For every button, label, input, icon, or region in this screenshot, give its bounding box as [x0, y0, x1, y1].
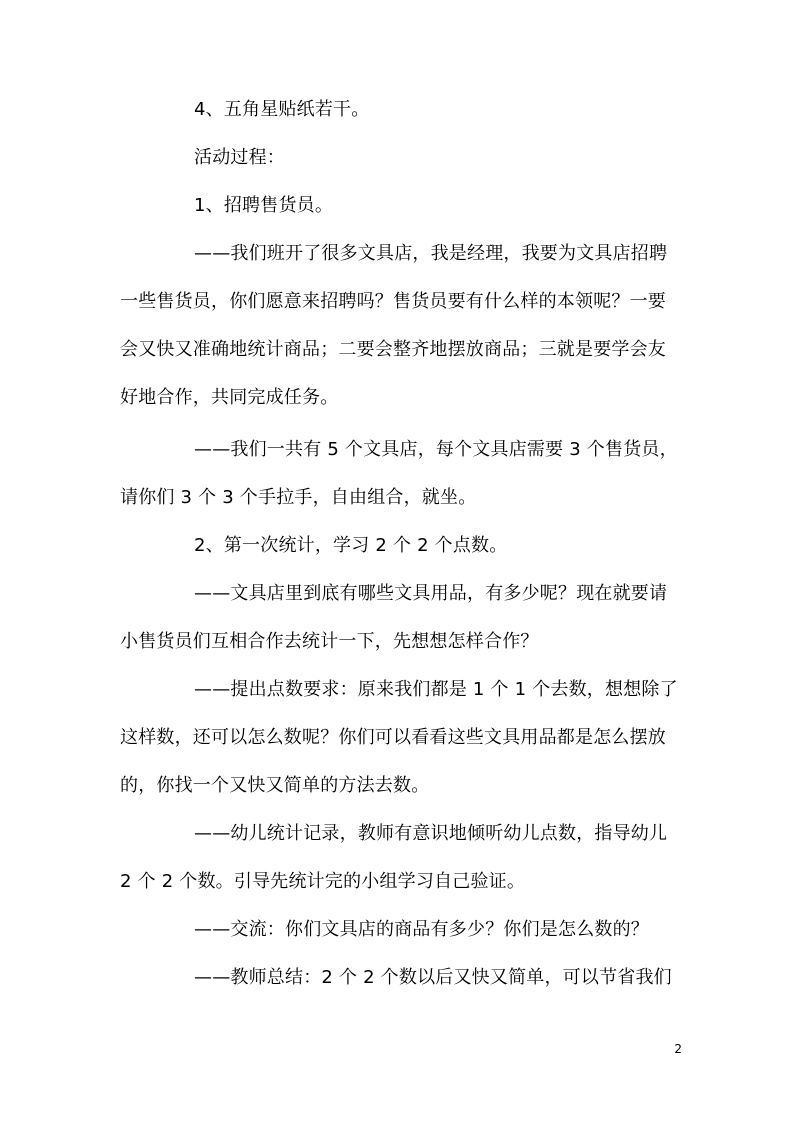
step-heading: 1、招聘售货员。	[194, 195, 334, 216]
section-heading: 活动过程：	[194, 147, 285, 168]
paragraph-line: ——我们班开了很多文具店，我是经理，我要为文具店招聘	[194, 243, 668, 264]
paragraph-line: ——幼儿统计记录，教师有意识地倾听幼儿点数，指导幼儿	[194, 823, 668, 844]
paragraph-line: 会又快又准确地统计商品；二要会整齐地摆放商品；三就是要学会友	[120, 339, 666, 360]
paragraph-line: ——我们一共有 5 个文具店，每个文具店需要 3 个售货员，	[194, 439, 678, 460]
paragraph-line: 一些售货员，你们愿意来招聘吗？售货员要有什么样的本领呢？一要	[120, 291, 666, 312]
paragraph-line: ——文具店里到底有哪些文具用品，有多少呢？现在就要请	[194, 583, 668, 604]
paragraph-line: 这样数，还可以怎么数呢？你们可以看看这些文具用品都是怎么摆放	[120, 727, 666, 748]
paragraph-line: ——提出点数要求：原来我们都是 1 个 1 个去数，想想除了	[194, 679, 678, 700]
paragraph-line: 的，你找一个又快又简单的方法去数。	[120, 775, 430, 796]
paragraph-line: 好地合作，共同完成任务。	[120, 387, 339, 408]
paragraph-line: 2 个 2 个数。引导先统计完的小组学习自己验证。	[120, 871, 526, 892]
paragraph-line: ——教师总结：2 个 2 个数以后又快又简单，可以节省我们	[194, 967, 672, 988]
step-heading: 2、第一次统计，学习 2 个 2 个点数。	[194, 535, 508, 556]
paragraph-line: 4、五角星贴纸若干。	[194, 99, 370, 120]
paragraph-line: 小售货员们互相合作去统计一下，先想想怎样合作？	[120, 631, 539, 652]
paragraph-line: 请你们 3 个 3 个手拉手，自由组合，就坐。	[120, 487, 477, 508]
page-number: 2	[674, 1042, 682, 1056]
paragraph-line: ——交流：你们文具店的商品有多少？你们是怎么数的？	[194, 919, 649, 940]
